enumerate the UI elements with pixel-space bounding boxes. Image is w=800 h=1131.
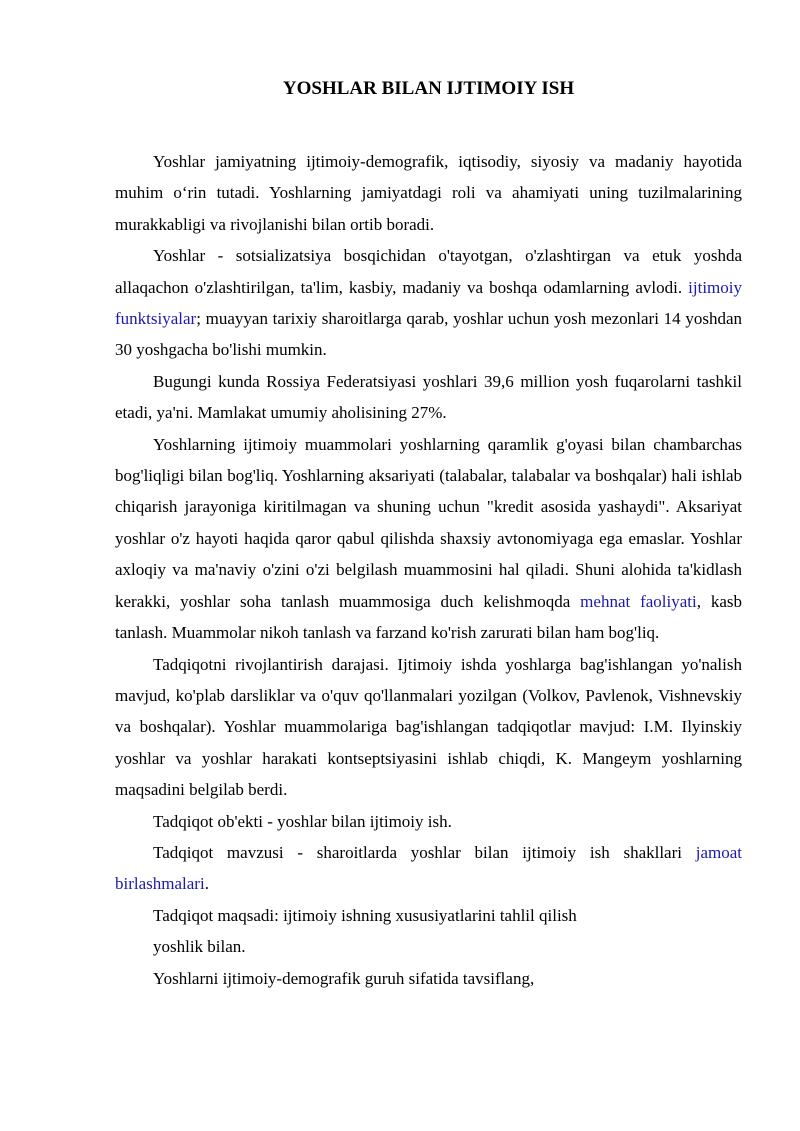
paragraph-text: yoshlik bilan.: [153, 937, 246, 957]
link-mehnat-faoliyati[interactable]: mehnat faoliyati: [580, 591, 697, 611]
paragraph-text: Tadqiqot ob'ekti - yoshlar bilan ijtimoiy ish.: [153, 811, 452, 831]
document-body: [115, 146, 742, 994]
paragraph-5: [115, 649, 742, 806]
paragraph-text: Yoshlar - sotsializatsiya bosqichidan o'tayotgan, o'zlashtirgan va etuk yoshda allaqachon o'zlashtirilgan, ta'lim, kasbiy, madaniy va boshqa odamlarning avlodi.: [115, 246, 742, 297]
paragraph-9: [115, 931, 742, 962]
paragraph-10: [115, 963, 742, 994]
paragraph-text: Yoshlarni ijtimoiy-demografik guruh sifatida tavsiflang,: [153, 968, 535, 988]
paragraph-1: [115, 146, 742, 240]
paragraph-text: Yoshlar jamiyatning ijtimoiy-demografik, iqtisodiy, siyosiy va madaniy hayotida muhim o‘rin tutadi. Yoshlarning jamiyatdagi roli va ahamiyati uning tuzilmalarining murakkabligi va rivojlanishi bilan ortib boradi.: [115, 152, 742, 234]
page-title: YOSHLAR BILAN IJTIMOIY ISH: [282, 78, 575, 99]
paragraph-text: .: [204, 874, 209, 894]
paragraph-text: Tadqiqotni rivojlantirish darajasi. Ijtimoiy ishda yoshlarga bag'ishlangan yo'nalish mavjud, ko'plab darsliklar va o'quv qo'llanmalari yozilgan (Volkov, Pavlenok, Vishnevskiy va boshqalar). Yoshlar muammolariga bag'ishlangan tadqiqotlar mavjud: I.M. Ilyinskiy yoshlar va yoshlar harakati kontseptsiyasini ishlab chiqdi, K. Mangeym yoshlarning maqsadini belgilab berdi.: [115, 654, 742, 800]
link-ijtimoiy-funktsiyalar[interactable]: ijtimoiy funktsiyalar: [115, 277, 742, 329]
paragraph-4: [115, 429, 742, 649]
paragraph-text: Bugungi kunda Rossiya Federatsiyasi yoshlari 39,6 million yosh fuqarolarni tashkil etadi, ya'ni. Mamlakat umumiy aholisining 27%.: [115, 371, 742, 423]
paragraph-3: [115, 366, 742, 429]
paragraph-text: Yoshlarning ijtimoiy muammolari yoshlarning qaramlik g'oyasi bilan chambarchas bog'liqligi bilan bog'liq. Yoshlarning aksariyati (talabalar, talabalar va boshqalar) hali ishlab chiqarish jarayoniga kiritilmagan va shuning uchun "kredit asosida yashaydi". Aksariyat yoshlar o'z hayoti haqida qaror qabul qilishda shaxsiy avtonomiyaga ega emaslar. Yoshlar axloqiy va ma'naviy o'zini o'zi belgilash muammosini hal qiladi. Shuni alohida ta'kidlash kerakki, yoshlar soha tanlash muammosiga duch kelishmoqda: [115, 434, 742, 611]
paragraph-8: [115, 900, 742, 931]
link-jamoat-birlashmalari[interactable]: jamoat birlashmalari: [115, 842, 742, 894]
paragraph-6: [115, 806, 742, 837]
paragraph-text: ; muayyan tarixiy sharoitlarga qarab, yoshlar uchun yosh mezonlari 14 yoshdan 30 yoshgacha bo'lishi mumkin.: [115, 309, 742, 360]
paragraph-text: Tadqiqot mavzusi - sharoitlarda yoshlar bilan ijtimoiy ish shakllari: [153, 842, 696, 862]
paragraph-2: [115, 240, 742, 366]
paragraph-7: [115, 837, 742, 900]
paragraph-text: , kasb tanlash. Muammolar nikoh tanlash va farzand ko'rish zarurati bilan ham bog'liq.: [115, 591, 742, 643]
paragraph-text: Tadqiqot maqsadi: ijtimoiy ishning xususiyatlarini tahlil qilish: [153, 905, 577, 925]
